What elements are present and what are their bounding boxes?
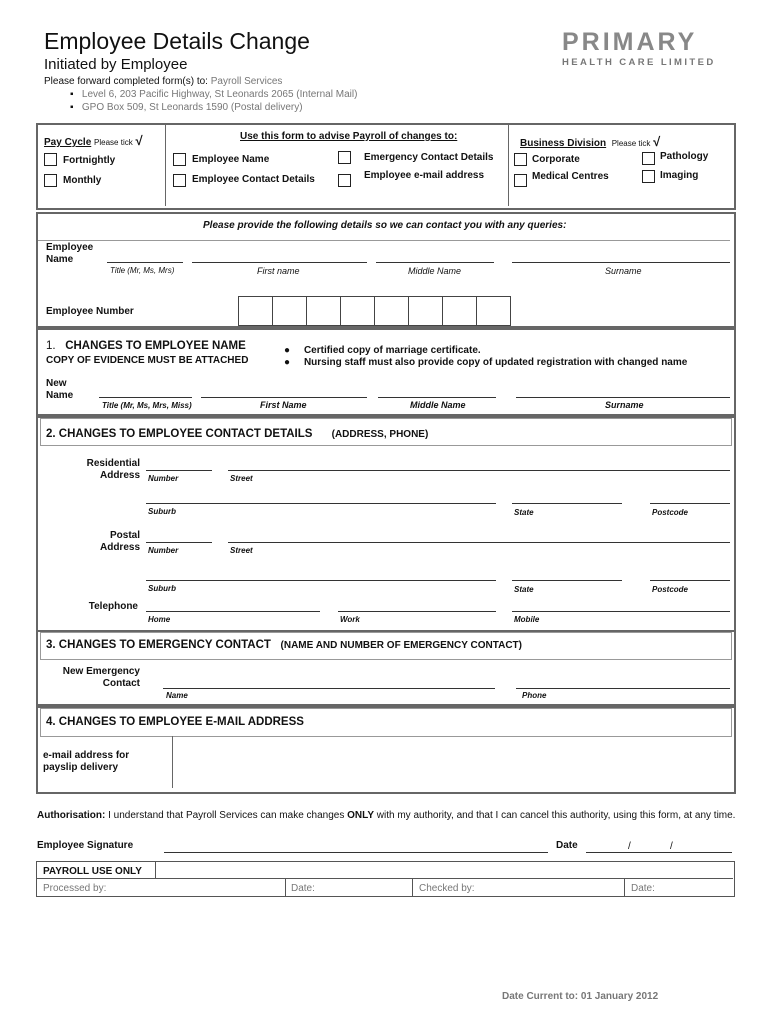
payroll-row-line [37, 878, 733, 879]
payroll-date[interactable]: Date: [291, 883, 315, 894]
new-surname-hint: Surname [605, 400, 644, 410]
work-hint: Work [340, 615, 360, 624]
residential-postcode-line[interactable] [650, 503, 730, 504]
state-hint: State [514, 585, 534, 594]
emergency-name-line[interactable] [163, 688, 495, 689]
pathology-label: Pathology [660, 151, 709, 162]
first-name-hint: First name [257, 266, 300, 276]
section-2 [36, 416, 736, 632]
employee-contact-option: Employee Contact Details [192, 174, 315, 185]
signature-label: Employee Signature [37, 840, 134, 851]
work-phone-line[interactable] [338, 611, 496, 612]
new-surname-input-line[interactable] [516, 397, 730, 398]
postcode-hint: Postcode [652, 585, 689, 594]
date-line[interactable] [586, 852, 732, 853]
payroll-divider [285, 879, 286, 896]
telephone-label: Telephone [88, 601, 138, 612]
title-hint: Title (Mr, Ms, Mrs) [110, 266, 175, 275]
home-hint: Home [148, 615, 171, 624]
emergency-phone-line[interactable] [516, 688, 730, 689]
postcode-hint: Postcode [652, 508, 689, 517]
residential-suburb-line[interactable] [146, 503, 496, 504]
medical-centres-label: Medical Centres [532, 171, 609, 182]
payroll-divider [412, 879, 413, 896]
postal-street-line[interactable] [228, 542, 730, 543]
new-first-name-hint: First Name [260, 400, 307, 410]
surname-hint: Surname [605, 266, 642, 276]
payroll-date[interactable]: Date: [631, 883, 655, 894]
pay-cycle-heading: Pay Cycle Please tick √ [44, 133, 143, 148]
employee-name-label: Employee Name [46, 242, 94, 265]
address-item: ▪ Level 6, 203 Pacific Highway, St Leonards 2065 (Internal Mail) [70, 89, 358, 100]
fortnightly-label: Fortnightly [63, 155, 116, 166]
address-item: ▪ GPO Box 509, St Leonards 1590 (Postal delivery) [70, 102, 303, 113]
email-input-area[interactable] [174, 736, 730, 788]
postal-state-line[interactable] [512, 580, 622, 581]
section-4-heading: 4. CHANGES TO EMPLOYEE E-MAIL ADDRESS [46, 716, 304, 728]
residential-number-line[interactable] [146, 470, 212, 471]
new-middle-name-input-line[interactable] [378, 397, 496, 398]
divider [165, 125, 166, 206]
medical-centres-checkbox[interactable] [514, 174, 527, 187]
evidence-bullet: ● Nursing staff must also provide copy of updated registration with changed name [284, 357, 688, 368]
emergency-contact-checkbox[interactable] [338, 151, 351, 164]
checked-by[interactable]: Checked by: [419, 883, 475, 894]
email-label: e-mail address for payslip delivery [43, 750, 130, 773]
date-separator: / [670, 841, 673, 852]
processed-by[interactable]: Processed by: [43, 883, 107, 894]
mobile-phone-line[interactable] [512, 611, 730, 612]
monthly-label: Monthly [63, 175, 102, 186]
employee-number-digit[interactable] [408, 296, 443, 326]
employee-name-option: Employee Name [192, 154, 270, 165]
new-title-hint: Title (Mr, Ms, Mrs, Miss) [102, 401, 192, 410]
forward-line [44, 76, 282, 87]
logo-bottom: HEALTH CARE LIMITED [562, 57, 716, 68]
employee-number-label: Employee Number [46, 306, 134, 317]
fortnightly-checkbox[interactable] [44, 153, 57, 166]
section-3-heading: 3. CHANGES TO EMERGENCY CONTACT (NAME AND NUMBER OF EMERGENCY CONTACT) [46, 639, 522, 651]
employee-number-digit[interactable] [272, 296, 307, 326]
corporate-label: Corporate [532, 154, 580, 165]
residential-label: Residential Address [86, 458, 140, 481]
logo [562, 30, 730, 68]
corporate-checkbox[interactable] [514, 153, 527, 166]
use-form-title: Use this form to advise Payroll of changes to: [240, 131, 458, 142]
home-phone-line[interactable] [146, 611, 320, 612]
postal-number-line[interactable] [146, 542, 212, 543]
forward-label: Please forward completed form(s) to: [44, 76, 208, 87]
street-hint: Street [230, 474, 253, 483]
divider [508, 125, 509, 206]
street-hint: Street [230, 546, 253, 555]
middle-name-input-line[interactable] [376, 262, 494, 263]
new-name-label: New Name [46, 378, 74, 401]
section-2-heading: 2. CHANGES TO EMPLOYEE CONTACT DETAILS (ADDRESS, PHONE) [46, 428, 429, 440]
first-name-input-line[interactable] [192, 262, 367, 263]
employee-contact-checkbox[interactable] [173, 174, 186, 187]
state-hint: State [514, 508, 534, 517]
pathology-checkbox[interactable] [642, 152, 655, 165]
postal-postcode-line[interactable] [650, 580, 730, 581]
surname-input-line[interactable] [512, 262, 730, 263]
new-middle-name-hint: Middle Name [410, 400, 466, 410]
logo-top: PRIMARY [562, 28, 698, 56]
monthly-checkbox[interactable] [44, 174, 57, 187]
employee-number-digit[interactable] [340, 296, 375, 326]
phone-hint: Phone [522, 691, 547, 700]
title-input-line[interactable] [107, 262, 183, 263]
email-checkbox[interactable] [338, 174, 351, 187]
payroll-heading: PAYROLL USE ONLY [43, 866, 142, 877]
section-1-heading: 1. CHANGES TO EMPLOYEE NAME [46, 340, 246, 352]
forward-to: Payroll Services [210, 76, 283, 87]
authorisation-text: Authorisation: I understand that Payroll Services can make changes ONLY with my authority, and that I can cancel this authority, using this form, at any time. [37, 810, 736, 821]
mobile-hint: Mobile [514, 615, 540, 624]
contact-intro: Please provide the following details so we can contact you with any queries: [203, 220, 567, 231]
middle-name-hint: Middle Name [408, 266, 462, 276]
number-hint: Number [148, 474, 179, 483]
date-current: Date Current to: 01 January 2012 [502, 991, 659, 1002]
new-title-input-line[interactable] [99, 397, 192, 398]
employee-number-digit[interactable] [442, 296, 477, 326]
number-hint: Number [148, 546, 179, 555]
employee-name-checkbox[interactable] [173, 153, 186, 166]
business-division-heading: Business Division Please tick √ [520, 134, 661, 149]
postal-suburb-line[interactable] [146, 580, 496, 581]
imaging-label: Imaging [660, 170, 699, 181]
page-title: Employee Details Change [44, 28, 310, 54]
date-label: Date [556, 840, 578, 851]
signature-line[interactable] [164, 852, 548, 853]
name-hint: Name [166, 691, 188, 700]
emergency-contact-option: Emergency Contact Details [364, 152, 494, 163]
page-subtitle: Initiated by Employee [44, 56, 188, 73]
suburb-hint: Suburb [148, 584, 176, 593]
residential-state-line[interactable] [512, 503, 622, 504]
evidence-bullet: ● Certified copy of marriage certificate. [284, 345, 481, 356]
employee-number-digit[interactable] [374, 296, 409, 326]
imaging-checkbox[interactable] [642, 170, 655, 183]
employee-number-digit[interactable] [306, 296, 341, 326]
employee-number-digit[interactable] [476, 296, 511, 326]
employee-number-digit[interactable] [238, 296, 273, 326]
email-option: Employee e-mail address [364, 170, 485, 181]
new-first-name-input-line[interactable] [201, 397, 367, 398]
new-emergency-label: New Emergency Contact [62, 666, 140, 689]
postal-label: Postal Address [99, 530, 140, 553]
payroll-divider [624, 879, 625, 896]
residential-street-line[interactable] [228, 470, 730, 471]
suburb-hint: Suburb [148, 507, 176, 516]
evidence-note: COPY OF EVIDENCE MUST BE ATTACHED [46, 355, 249, 366]
date-separator: / [628, 841, 631, 852]
